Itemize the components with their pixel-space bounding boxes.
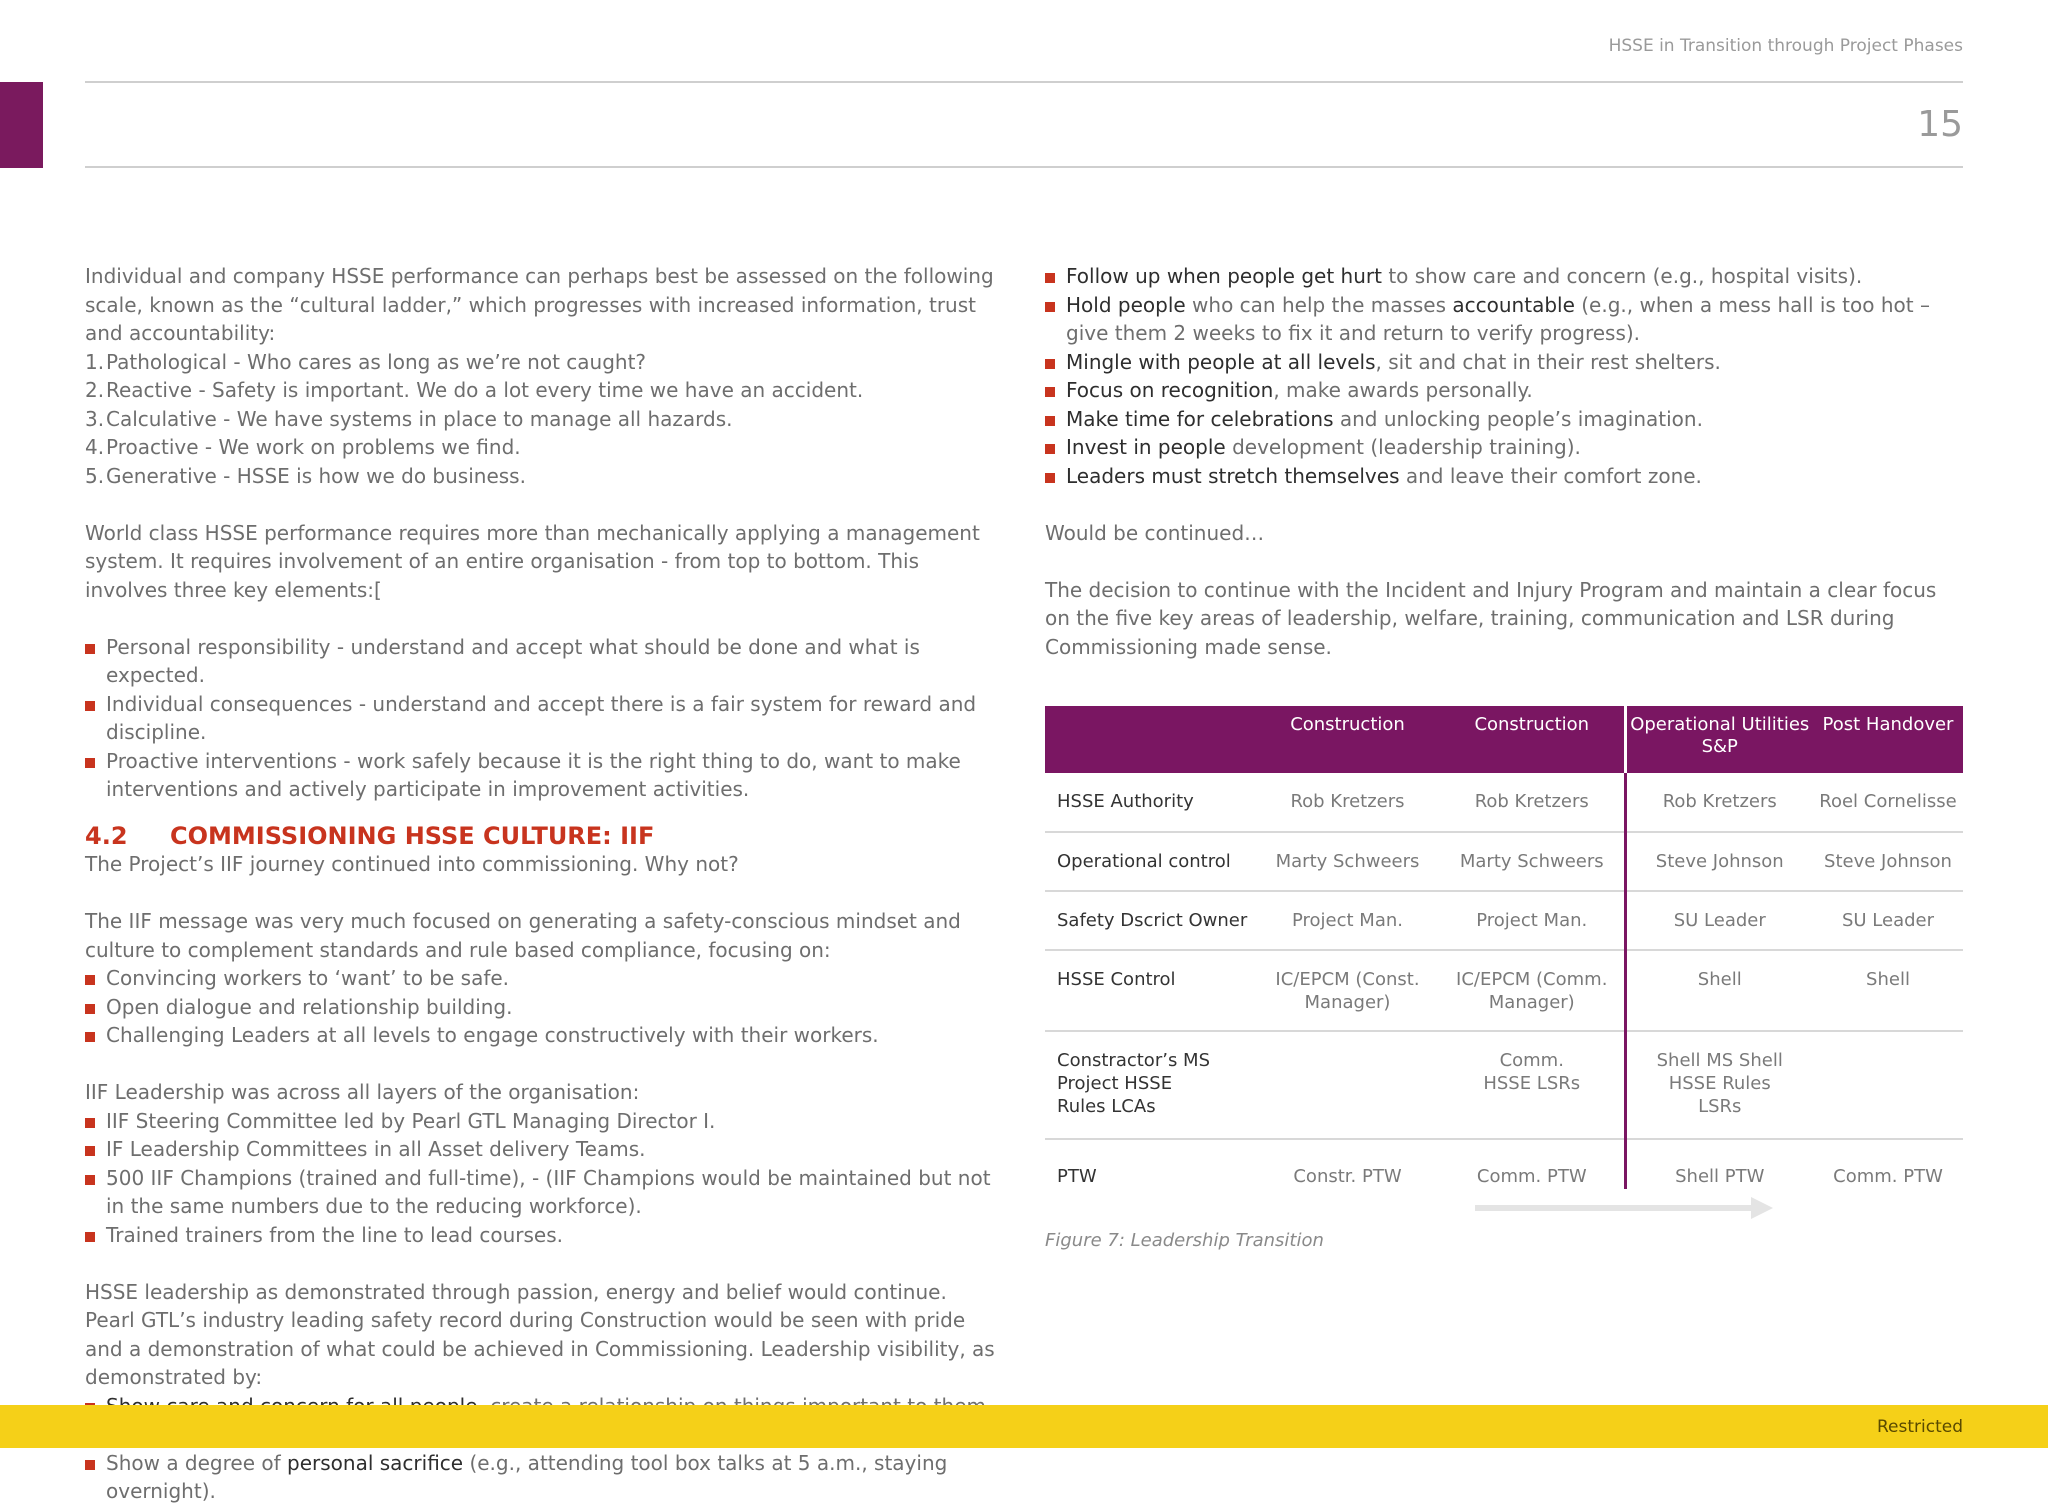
list-item: Invest in people development (leadership training). <box>1045 433 1963 462</box>
table-cell: IC/EPCM (Const. Manager) <box>1255 950 1440 1031</box>
table-cell: Rob Kretzers <box>1255 773 1440 832</box>
list-item: Challenging Leaders at all levels to engage constructively with their workers. <box>85 1021 995 1050</box>
list-item: Leaders must stretch themselves and leave their comfort zone. <box>1045 462 1963 491</box>
table-cell: Marty Schweers <box>1255 832 1440 891</box>
list-item: Personal responsibility - understand and accept what should be done and what is expected. <box>85 633 995 690</box>
row-label: Operational control <box>1045 832 1255 891</box>
header-rule-lower <box>85 166 1963 168</box>
row-label: Safety Dscrict Owner <box>1045 891 1255 950</box>
table-cell: Shell PTW <box>1625 1139 1813 1189</box>
table-cell: Rob Kretzers <box>1625 773 1813 832</box>
table-cell: Marty Schweers <box>1440 832 1625 891</box>
world-class-paragraph: World class HSSE performance requires more than mechanically applying a management system. It requires involvement of an entire organisation - from top to bottom. This involves three key elements:[ <box>85 520 980 602</box>
leadership-transition-table <box>1045 706 1963 1189</box>
list-item: 5. Generative - HSSE is how we do business. <box>85 463 526 488</box>
list-item: Show a degree of personal sacrifice (e.g., attending tool box talks at 5 a.m., staying overnight). <box>85 1449 995 1506</box>
passion-paragraph: HSSE leadership as demonstrated through passion, energy and belief would continue. Pearl GTL’s industry leading safety record during Construction would be seen with pride and a demonstration of what could be achieved in Commissioning. Leadership visibility, as demonstrated by: <box>85 1279 995 1389</box>
table-cell: Constr. PTW <box>1293 1166 1402 1187</box>
leadership-list <box>85 1107 995 1250</box>
list-item: 1. Pathological - Who cares as long as we’re not caught? <box>85 349 647 374</box>
table-cell: Comm. PTW <box>1476 1166 1587 1187</box>
list-item: Open dialogue and relationship building. <box>85 993 995 1022</box>
table-row <box>1045 832 1963 891</box>
table-cell: Shell <box>1813 950 1963 1031</box>
table-header-cell: Post Handover <box>1813 706 1963 773</box>
decision-paragraph: The decision to continue with the Incident and Injury Program and maintain a clear focus on the five key areas of leadership, welfare, training, communication and LSR during Commissioning made sense. <box>1045 577 1937 659</box>
table-header-cell: Operational Utilities S&P <box>1625 706 1813 773</box>
table-cell <box>1255 1031 1440 1139</box>
journey-paragraph: The Project’s IIF journey continued into commissioning. Why not? <box>85 852 739 876</box>
row-label: Constractor’s MS Project HSSE Rules LCAs <box>1045 1031 1255 1139</box>
key-elements-list <box>85 633 995 804</box>
iif-message-paragraph: The IIF message was very much focused on generating a safety-conscious mindset and culture to complement standards and rule based compliance, focusing on: <box>85 909 961 962</box>
intro-paragraph: Individual and company HSSE performance can perhaps best be assessed on the following scale, known as the “cultural ladder,” which progresses with increased information, trust and accountability: <box>85 264 994 345</box>
section-heading: 4.2 COMMISSIONING HSSE CULTURE: IIF <box>85 821 655 850</box>
list-item: Trained trainers from the line to lead courses. <box>85 1221 995 1250</box>
table-row <box>1045 1139 1963 1189</box>
footer-band <box>0 1405 2048 1448</box>
table-cell: Steve Johnson <box>1813 832 1963 891</box>
list-item: Focus on recognition, make awards personally. <box>1045 376 1963 405</box>
table-cell: SU Leader <box>1625 891 1813 950</box>
right-column <box>1045 262 1963 661</box>
list-item: 3. Calculative - We have systems in place to manage all hazards. <box>85 406 733 431</box>
list-item: Mingle with people at all levels, sit and chat in their rest shelters. <box>1045 348 1963 377</box>
list-item: Proactive interventions - work safely because it is the right thing to do, want to make interventions and actively participate in improvement activities. <box>85 747 995 804</box>
cultural-ladder-list <box>85 348 995 491</box>
page-number: 15 <box>1917 104 1963 145</box>
list-item: 4. Proactive - We work on problems we find. <box>85 435 521 459</box>
row-label: PTW <box>1057 1166 1097 1187</box>
transition-arrow-icon <box>1475 1196 1775 1220</box>
visibility-list-right <box>1045 262 1963 490</box>
table-cell: Shell MS Shell HSSE Rules LSRs <box>1625 1031 1813 1139</box>
table-cell: Shell <box>1625 950 1813 1031</box>
list-item: 500 IIF Champions (trained and full-time), - (IIF Champions would be maintained but not in the same numbers due to the reducing workforce). <box>85 1164 995 1221</box>
table-header-cell: Construction <box>1440 706 1625 773</box>
list-item: IF Leadership Committees in all Asset delivery Teams. <box>85 1135 995 1164</box>
table-row <box>1045 950 1963 1031</box>
row-label: HSSE Control <box>1045 950 1255 1031</box>
list-item: Convincing workers to ‘want’ to be safe. <box>85 964 995 993</box>
running-header: HSSE in Transition through Project Phases <box>1608 36 1963 56</box>
accent-tab <box>0 82 43 168</box>
table-cell: Comm. HSSE LSRs <box>1440 1031 1625 1139</box>
table-row <box>1045 773 1963 832</box>
table-header-row <box>1045 706 1963 773</box>
table-cell: Comm. PTW <box>1833 1166 1943 1187</box>
list-item: Make time for celebrations and unlocking people’s imagination. <box>1045 405 1963 434</box>
header-rule <box>85 81 1963 83</box>
row-label: HSSE Authority <box>1045 773 1255 832</box>
table-cell: Project Man. <box>1255 891 1440 950</box>
table-cell: Rob Kretzers <box>1440 773 1625 832</box>
table-cell: SU Leader <box>1813 891 1963 950</box>
continued-text: Would be continued… <box>1045 520 1265 545</box>
left-column <box>85 262 995 1506</box>
list-item: Hold people who can help the masses accountable (e.g., when a mess hall is too hot – give them 2 weeks to fix it and return to verify progress). <box>1045 291 1963 348</box>
table-cell: Project Man. <box>1440 891 1625 950</box>
table-row <box>1045 1031 1963 1139</box>
table-cell <box>1813 1031 1963 1139</box>
table-cell: Roel Cornelisse <box>1813 773 1963 832</box>
focus-list <box>85 964 995 1050</box>
table-header-cell: Construction <box>1255 706 1440 773</box>
figure-caption: Figure 7: Leadership Transition <box>1045 1230 1324 1251</box>
list-item: IIF Steering Committee led by Pearl GTL Managing Director I. <box>85 1107 995 1136</box>
leadership-intro: IIF Leadership was across all layers of the organisation: <box>85 1080 640 1104</box>
list-item: 2. Reactive - Safety is important. We do a lot every time we have an accident. <box>85 378 864 402</box>
table-cell: IC/EPCM (Comm. Manager) <box>1440 950 1625 1031</box>
table-row <box>1045 891 1963 950</box>
table-cell: Steve Johnson <box>1625 832 1813 891</box>
table-header-cell <box>1045 706 1255 773</box>
list-item: Individual consequences - understand and accept there is a fair system for reward and discipline. <box>85 690 995 747</box>
list-item: Follow up when people get hurt to show care and concern (e.g., hospital visits). <box>1045 262 1963 291</box>
classification-label: Restricted <box>1876 1417 1963 1437</box>
